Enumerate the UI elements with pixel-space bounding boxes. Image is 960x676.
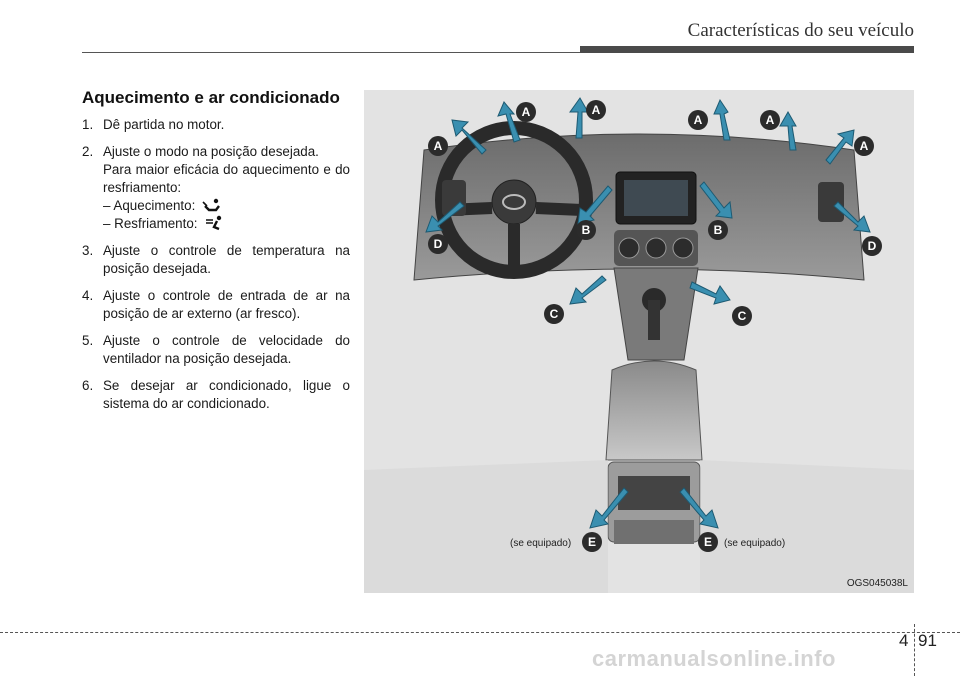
footer-rule: [0, 632, 960, 633]
caption-left: (se equipado): [510, 538, 572, 549]
header-bar: [580, 46, 914, 53]
chapter-number: 4: [899, 631, 909, 650]
step-6: 6. Se desejar ar condicionado, ligue o sistema do ar condicionado.: [82, 378, 350, 411]
step-2: 2. Ajuste o modo na posição desejada. Para maior eficácia do aquecimento e do resfriamento: – Aquecimento: – Resfriamento:: [82, 144, 350, 231]
footer-divider: [914, 624, 915, 676]
label-e-2: E: [703, 535, 713, 549]
steps-list: [82, 116, 350, 422]
face-mode-icon: [204, 215, 224, 231]
heating-line: – Aquecimento:: [103, 197, 350, 215]
step-1: 1. Dê partida no motor.: [82, 117, 225, 132]
watermark: carmanualsonline.info: [592, 646, 836, 671]
label-c-2: C: [737, 309, 747, 323]
label-b-1: B: [581, 223, 591, 237]
label-a-1: A: [433, 139, 443, 153]
step-2-note: Para maior eficácia do aquecimento e do resfriamento:: [103, 162, 350, 195]
step-4: 4. Ajuste o controle de entrada de ar na posição de ar externo (ar fresco).: [82, 288, 350, 321]
cooling-line: – Resfriamento:: [103, 215, 350, 233]
air-vent-diagram: [364, 90, 914, 593]
label-e-1: E: [587, 535, 597, 549]
label-a-6: A: [859, 139, 869, 153]
label-d-1: D: [433, 237, 443, 251]
label-c-1: C: [549, 307, 559, 321]
header-rule: [82, 52, 580, 53]
label-d-2: D: [867, 239, 877, 253]
section-title: Aquecimento e ar condicionado: [82, 88, 340, 107]
label-a-2: A: [521, 105, 531, 119]
step-3: 3. Ajuste o controle de temperatura na posição desejada.: [82, 243, 350, 276]
floor-mode-icon: [202, 198, 222, 213]
running-header: Características do seu veículo: [687, 20, 914, 41]
label-badges: [364, 90, 914, 593]
label-a-4: A: [693, 113, 703, 127]
label-a-3: A: [591, 103, 601, 117]
label-b-2: B: [713, 223, 723, 237]
label-a-5: A: [765, 113, 775, 127]
caption-right: (se equipado): [724, 538, 786, 549]
step-5: 5. Ajuste o controle de velocidade do ventilador na posição desejada.: [82, 333, 350, 366]
page-number: 91: [918, 631, 937, 650]
figure-code: OGS045038L: [846, 578, 908, 589]
